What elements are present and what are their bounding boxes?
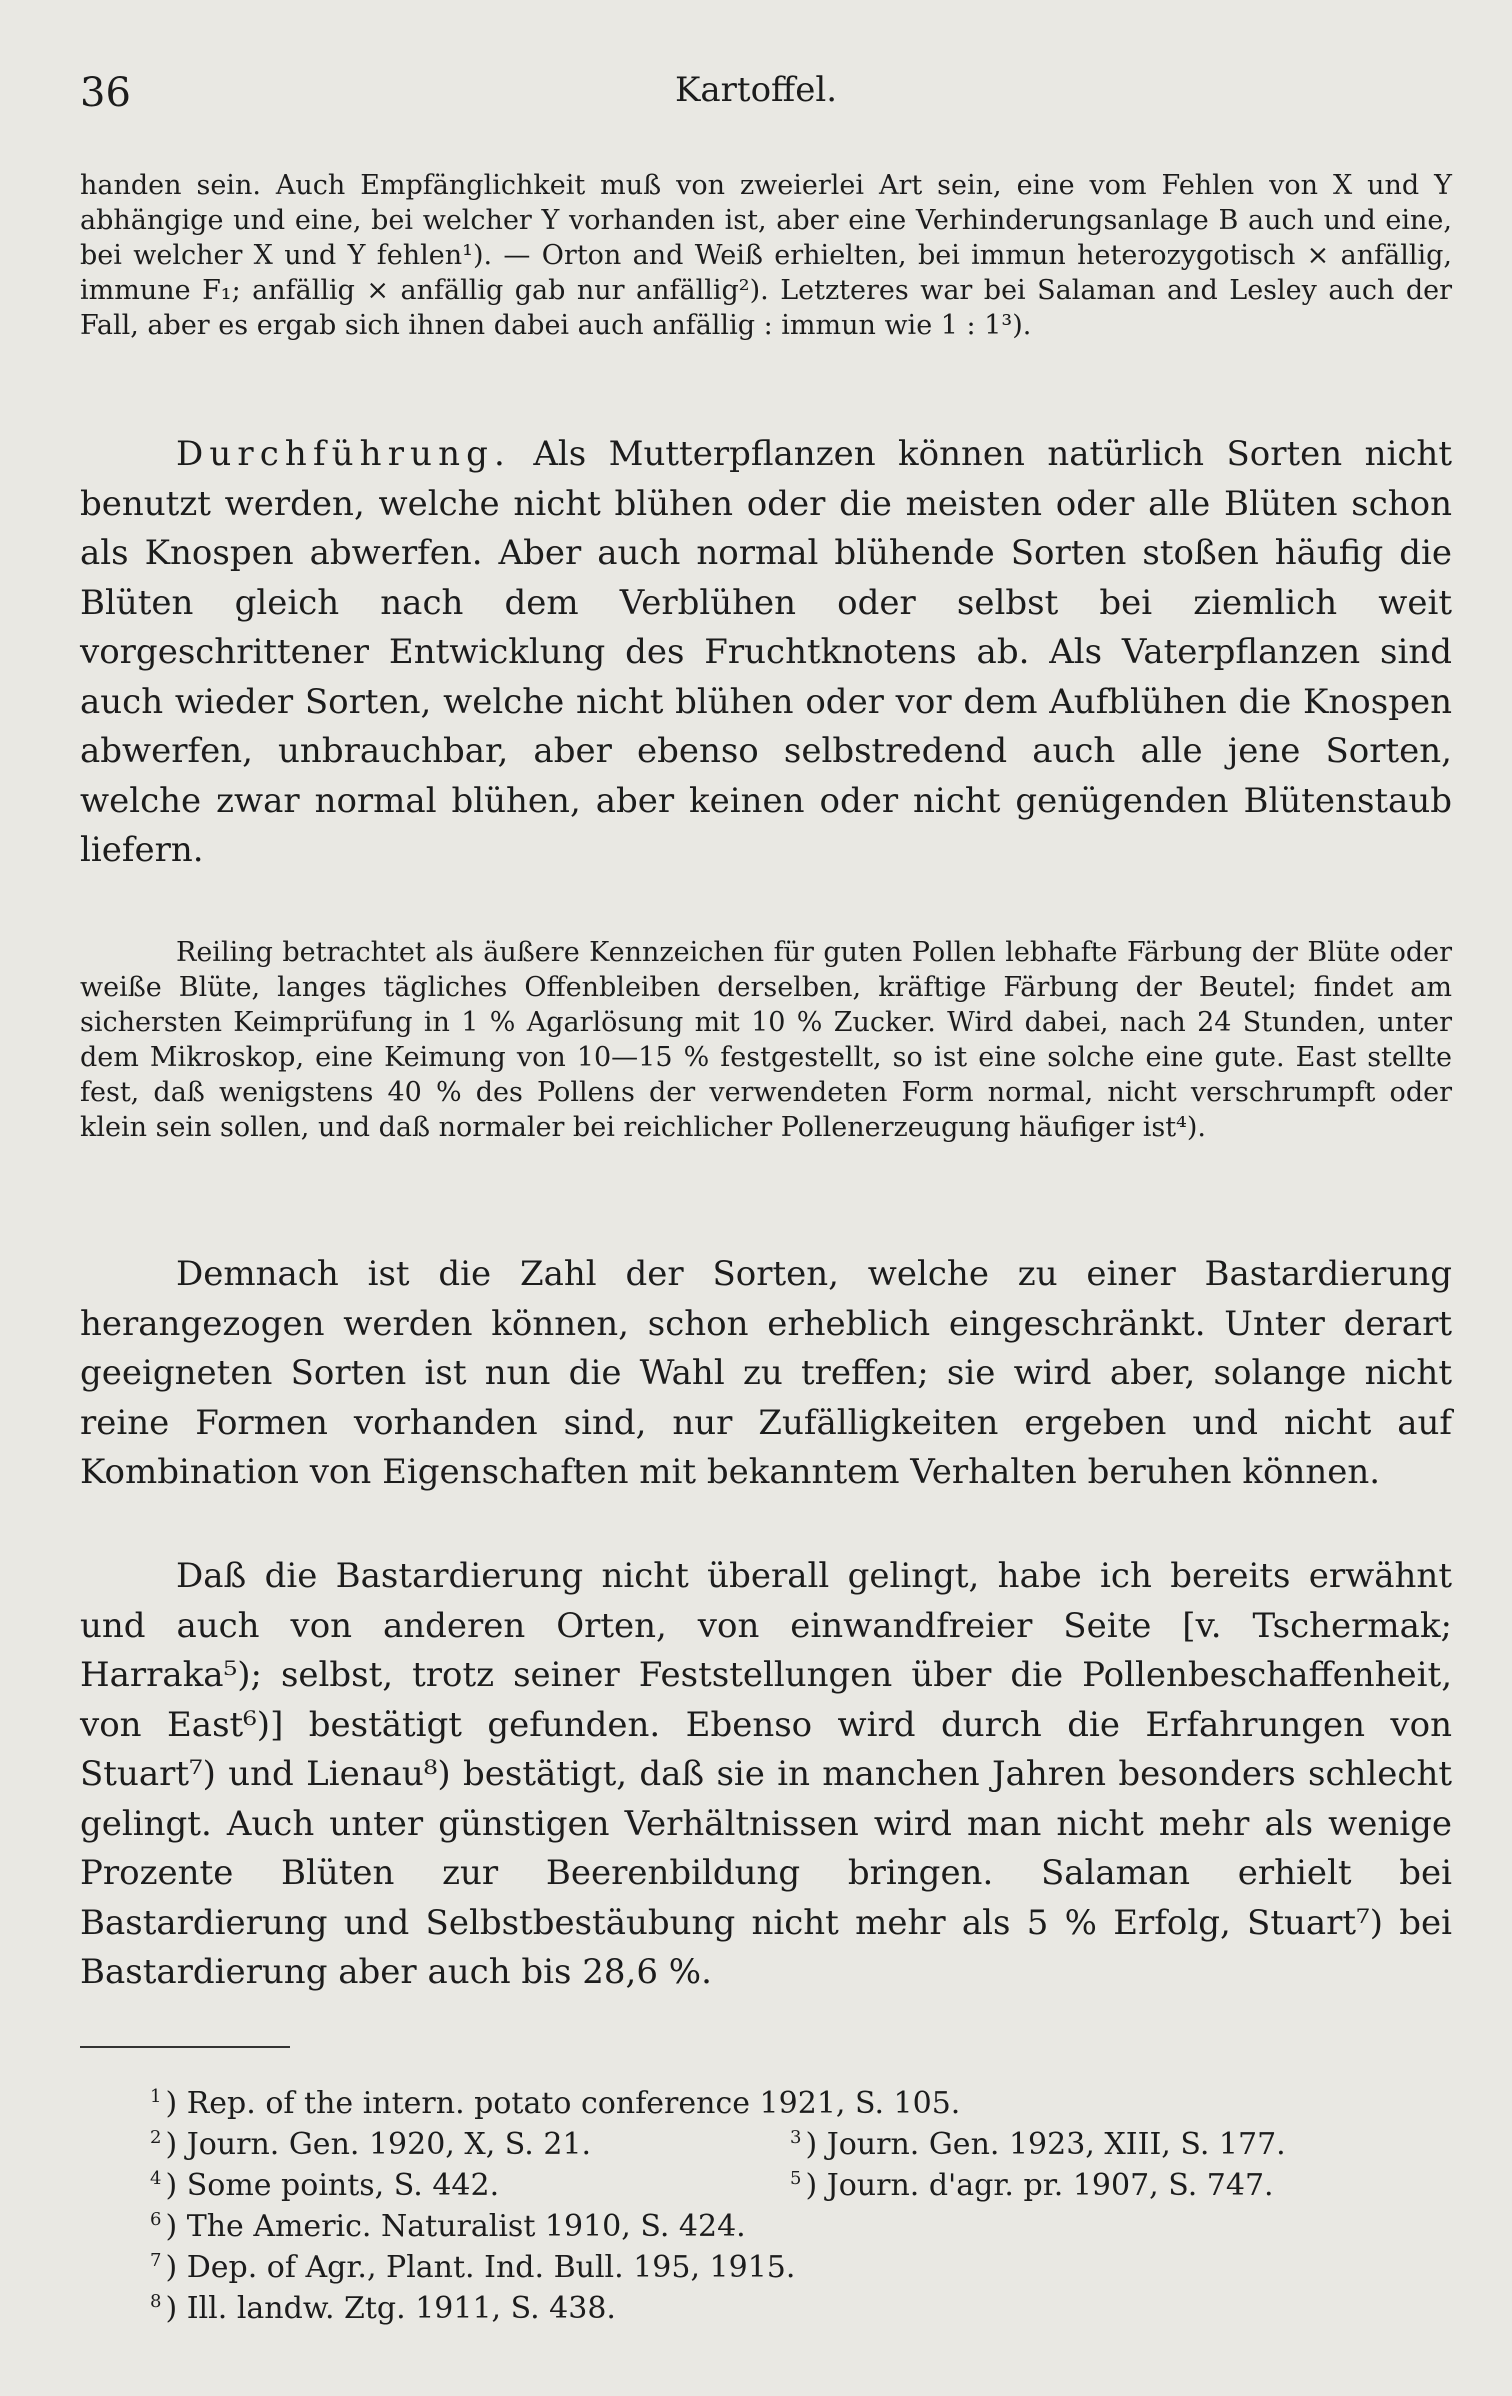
- running-title: Kartoffel.: [674, 70, 837, 110]
- footnote-column-left: [150, 2121, 790, 2203]
- paragraph-2-body: [80, 430, 1452, 876]
- footnote-marker: 5: [790, 2168, 802, 2189]
- footnote-text: The Americ. Naturalist 1910, S. 424.: [186, 2209, 746, 2244]
- footnote-marker: 6: [150, 2209, 162, 2230]
- footnote-marker: 4: [150, 2168, 162, 2189]
- paragraph-3: [80, 935, 1452, 1145]
- footnote-4: $^4$ ) Some points, S. 442.: [150, 2168, 500, 2203]
- paragraph-4: [80, 1250, 1452, 1498]
- section-heading-durchfuehrung: Durchführung.: [176, 434, 511, 474]
- footnote-5: $^5$ ) Journ. d'agr. pr. 1907, S. 747.: [790, 2168, 1274, 2203]
- paragraph-1: [80, 168, 1452, 343]
- footnote-text: Journ. Gen. 1923, XIII, S. 177.: [826, 2127, 1286, 2162]
- footnote-2: $^2$ ) Journ. Gen. 1920, X, S. 21.: [150, 2127, 592, 2162]
- footnote-marker: 3: [790, 2127, 802, 2148]
- paragraph-2: [80, 430, 1452, 876]
- footnote-row: [150, 2121, 1450, 2203]
- paragraph-4-text: Demnach ist die Zahl der Sorten, welche zu einer Bastardierung herangezogen werden können, schon erheblich eingeschränkt. Unter derart geeigneten Sorten ist nun die Wahl zu treffen; sie wird aber, solange nicht reine Formen vorhanden sind, nur Zufälligkeiten ergeben und nicht auf Kombination von Eigenschaften mit bekanntem Verhalten beruhen können.: [80, 1254, 1452, 1492]
- paragraph-5: [80, 1552, 1452, 1998]
- footnote-8: $^8$ ) Ill. landw. Ztg. 1911, S. 438.: [150, 2291, 616, 2326]
- footnote-3: $^3$ ) Journ. Gen. 1923, XIII, S. 177.: [790, 2127, 1286, 2162]
- footnote-text: Journ. Gen. 1920, X, S. 21.: [186, 2127, 592, 2162]
- footnote-marker: 8: [150, 2291, 162, 2312]
- footnote-marker: 2: [150, 2127, 162, 2148]
- paragraph-5-text: Daß die Bastardierung nicht überall gelingt, habe ich bereits erwähnt und auch von anderen Orten, von einwandfreier Seite [v. Tschermak; Harraka⁵); selbst, trotz seiner Feststellungen über die Pollenbeschaffenheit, von East⁶)] bestätigt gefunden. Ebenso wird durch die Erfahrungen von Stuart⁷) und Lienau⁸) bestätigt, daß sie in manchen Jahren besonders schlecht gelingt. Auch unter günstigen Verhältnissen wird man nicht mehr als wenige Prozente Blüten zur Beerenbildung bringen. Salaman erhielt bei Bastardierung und Selbstbestäubung nicht mehr als 5 % Erfolg, Stuart⁷) bei Bastardierung aber auch bis 28,6 %.: [80, 1556, 1452, 1992]
- footnote-1: $^1$ ) Rep. of the intern. potato conference 1921, S. 105.: [150, 2086, 961, 2121]
- footnotes: [150, 2080, 1450, 2326]
- paragraph-2-text: Als Mutterpflanzen können natürlich Sorten nicht benutzt werden, welche nicht blühen oder die meisten oder alle Blüten schon als Knospen abwerfen. Aber auch normal blühende Sorten stoßen häufig die Blüten gleich nach dem Verblühen oder selbst bei ziemlich weit vorgeschrittener Entwicklung des Fruchtknotens ab. Als Vaterpflanzen sind auch wieder Sorten, welche nicht blühen oder vor dem Aufblühen die Knospen abwerfen, unbrauchbar, aber ebenso selbstredend auch alle jene Sorten, welche zwar normal blühen, aber keinen oder nicht genügenden Blütenstaub liefern.: [80, 434, 1452, 870]
- footnote-7: $^7$ ) Dep. of Agr., Plant. Ind. Bull. 195, 1915.: [150, 2250, 796, 2285]
- footnote-divider: [80, 2046, 290, 2048]
- footnote-marker: 7: [150, 2250, 162, 2271]
- footnote-text: Some points, S. 442.: [186, 2168, 500, 2203]
- footnote-text: Journ. d'agr. pr. 1907, S. 747.: [826, 2168, 1274, 2203]
- paragraph-1-text: handen sein. Auch Empfänglichkeit muß von zweierlei Art sein, eine vom Fehlen von X und Y abhängige und eine, bei welcher Y vorhanden ist, aber eine Verhinderungsanlage B auch und eine, bei welcher X und Y fehlen¹). — Orton and Weiß erhielten, bei immun heterozygotisch × anfällig, immune F₁; anfällig × anfällig gab nur anfällig²). Letzteres war bei Salaman and Lesley auch der Fall, aber es ergab sich ihnen dabei auch anfällig : immun wie 1 : 1³).: [80, 170, 1452, 341]
- page-header: [80, 70, 1432, 130]
- footnote-6: $^6$ ) The Americ. Naturalist 1910, S. 424.: [150, 2209, 746, 2244]
- paragraph-3-text: Reiling betrachtet als äußere Kennzeichen für guten Pollen lebhafte Färbung der Blüte oder weiße Blüte, langes tägliches Offenbleiben derselben, kräftige Färbung der Beutel; findet am sichersten Keimprüfung in 1 % Agarlösung mit 10 % Zucker. Wird dabei, nach 24 Stunden, unter dem Mikroskop, eine Keimung von 10—15 % festgestellt, so ist eine solche eine gute. East stellte fest, daß wenigstens 40 % des Pollens der verwendeten Form normal, nicht verschrumpft oder klein sein sollen, und daß normaler bei reichlicher Pollenerzeugung häufiger ist⁴).: [80, 937, 1452, 1143]
- footnote-text: Rep. of the intern. potato conference 1921, S. 105.: [186, 2086, 961, 2121]
- footnote-marker: 1: [150, 2086, 162, 2107]
- footnote-text: Ill. landw. Ztg. 1911, S. 438.: [186, 2291, 616, 2326]
- footnote-column-right: [790, 2121, 1450, 2203]
- footnote-text: Dep. of Agr., Plant. Ind. Bull. 195, 1915.: [186, 2250, 796, 2285]
- page-number: 36: [80, 70, 131, 116]
